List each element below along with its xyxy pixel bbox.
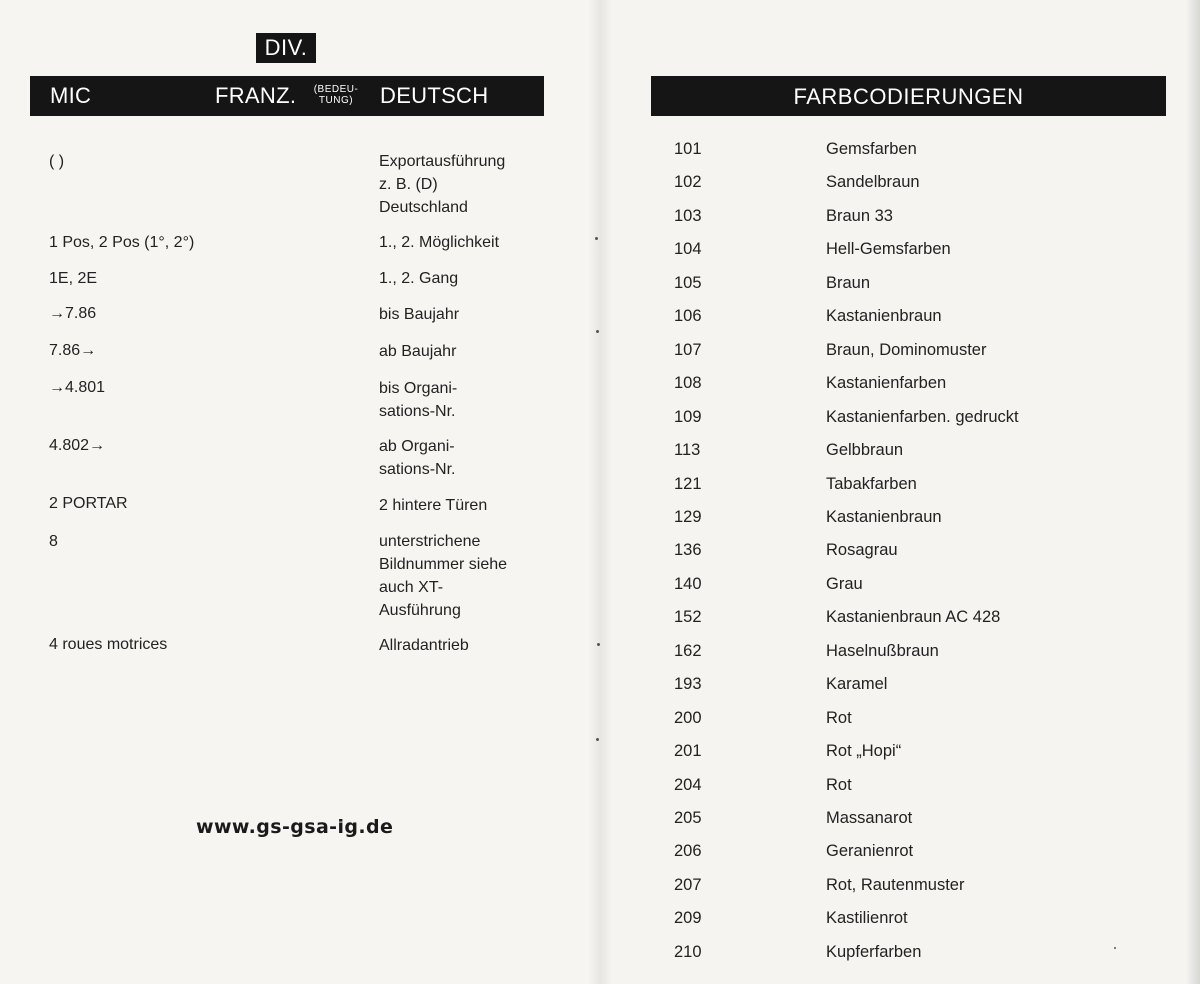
deutsch-line: ab Baujahr: [379, 343, 457, 360]
left-table-header: [30, 76, 544, 116]
color-name: Kastanienfarben. gedruckt: [826, 408, 1019, 426]
header-franz-note: [305, 84, 367, 106]
color-code: 129: [674, 508, 702, 526]
color-code-row: [600, 736, 1200, 766]
deutsch-line: sations-Nr.: [379, 461, 456, 478]
color-code-row: [600, 301, 1200, 331]
deutsch-cell: [379, 231, 579, 254]
mic-cell: 1E, 2E: [49, 270, 98, 287]
speck: [597, 643, 600, 646]
color-code: 102: [674, 173, 702, 191]
color-code-row: [600, 803, 1200, 833]
header-franz: FRANZ.: [215, 83, 297, 108]
speck: [596, 330, 599, 333]
deutsch-line: Bildnummer siehe: [379, 556, 508, 573]
color-name: Braun: [826, 274, 871, 292]
color-code: 108: [674, 374, 702, 392]
deutsch-line: sations-Nr.: [379, 403, 456, 420]
color-code-row: [600, 402, 1200, 432]
deutsch-line: bis Organi-: [379, 380, 458, 397]
color-code: 113: [674, 441, 701, 459]
color-code-row: [600, 903, 1200, 933]
color-name: Rot „Hopi“: [826, 742, 902, 760]
deutsch-line: 2 hintere Türen: [379, 497, 488, 514]
deutsch-line: z. B. (D): [379, 176, 438, 193]
color-name: Gemsfarben: [826, 140, 917, 158]
color-code: 152: [674, 608, 702, 626]
speck: [596, 738, 599, 741]
deutsch-line: bis Baujahr: [379, 306, 460, 323]
color-name: Kupferfarben: [826, 943, 922, 961]
deutsch-cell: [379, 530, 579, 622]
color-code: 162: [674, 642, 702, 660]
color-code: 109: [674, 408, 702, 426]
color-name: Kastanienbraun: [826, 508, 942, 526]
deutsch-cell: [379, 494, 579, 517]
color-code-row: [600, 569, 1200, 599]
deutsch-cell: [379, 267, 579, 290]
color-code: 205: [674, 809, 702, 827]
color-code-row: [600, 435, 1200, 465]
color-code: 207: [674, 876, 702, 894]
mic-cell: 1 Pos, 2 Pos (1°, 2°): [49, 234, 195, 251]
deutsch-cell: [379, 634, 579, 657]
color-code: 209: [674, 909, 702, 927]
color-code-row: [600, 870, 1200, 900]
color-code-row: [600, 234, 1200, 264]
color-code: 206: [674, 842, 702, 860]
deutsch-line: Deutschland: [379, 199, 468, 216]
color-name: Kastanienfarben: [826, 374, 947, 392]
deutsch-line: Ausführung: [379, 602, 461, 619]
color-code-row: [600, 335, 1200, 365]
color-codes-header: FARBCODIERUNGEN: [651, 76, 1166, 116]
color-name: Hell-Gemsfarben: [826, 240, 951, 258]
mic-cell: 4.802→: [49, 437, 106, 454]
deutsch-line: Exportausführung: [379, 153, 506, 170]
color-code-row: [600, 836, 1200, 866]
color-code: 136: [674, 541, 702, 559]
color-code-row: [600, 770, 1200, 800]
mic-cell: 4 roues motrices: [49, 636, 168, 653]
mic-cell: 7.86→: [49, 342, 97, 359]
color-name: Rot: [826, 709, 852, 727]
color-code-row: [600, 268, 1200, 298]
mic-cell: ( ): [49, 153, 65, 170]
mic-cell: 2 PORTAR: [49, 495, 128, 512]
color-name: Karamel: [826, 675, 888, 693]
deutsch-cell: [379, 377, 579, 423]
color-code: 106: [674, 307, 702, 325]
header-mic: MIC: [50, 83, 92, 108]
color-code: 193: [674, 675, 702, 693]
deutsch-line: auch XT-: [379, 579, 444, 596]
color-code: 200: [674, 709, 702, 727]
deutsch-line: unterstrichene: [379, 533, 481, 550]
color-code-row: [600, 636, 1200, 666]
color-code: 201: [674, 742, 702, 760]
color-name: Massanarot: [826, 809, 913, 827]
color-code: 101: [674, 140, 702, 158]
color-name: Braun, Dominomuster: [826, 341, 987, 359]
header-deutsch: DEUTSCH: [380, 83, 489, 108]
color-code: 210: [674, 943, 702, 961]
color-code: 104: [674, 240, 702, 258]
color-code: 107: [674, 341, 702, 359]
color-name: Kastanienbraun: [826, 307, 942, 325]
color-name: Gelbbraun: [826, 441, 904, 459]
deutsch-line: Allradantrieb: [379, 637, 469, 654]
color-code-row: [600, 469, 1200, 499]
color-code-row: [600, 535, 1200, 565]
color-code: 121: [674, 475, 702, 493]
color-name: Kastanienbraun AC 428: [826, 608, 1001, 626]
website-url: www.gs-gsa-ig.de: [196, 816, 394, 838]
deutsch-line: 1., 2. Gang: [379, 270, 459, 287]
color-name: Geranienrot: [826, 842, 914, 860]
header-franz-note-line1: (BEDEU-: [313, 84, 359, 95]
color-name: Rot: [826, 776, 852, 794]
color-code: 103: [674, 207, 702, 225]
color-code: 140: [674, 575, 702, 593]
section-label: DIV.: [256, 33, 316, 63]
color-code-row: [600, 703, 1200, 733]
mic-cell: →4.801: [49, 379, 106, 396]
mic-cell: 8: [49, 533, 58, 550]
deutsch-line: 1., 2. Möglichkeit: [379, 234, 500, 251]
color-code-row: [600, 167, 1200, 197]
deutsch-cell: [379, 435, 579, 481]
color-name: Tabakfarben: [826, 475, 917, 493]
color-name: Sandelbraun: [826, 173, 920, 191]
color-code-row: [600, 201, 1200, 231]
color-name: Grau: [826, 575, 863, 593]
color-code-row: [600, 602, 1200, 632]
color-name: Braun 33: [826, 207, 893, 225]
deutsch-cell: [379, 303, 579, 326]
color-code: 105: [674, 274, 702, 292]
color-code: 204: [674, 776, 702, 794]
color-code-row: [600, 669, 1200, 699]
color-name: Haselnußbraun: [826, 642, 939, 660]
deutsch-line: ab Organi-: [379, 438, 455, 455]
mic-cell: →7.86: [49, 305, 97, 322]
color-code-row: [600, 368, 1200, 398]
speck: [595, 237, 598, 240]
color-name: Kastilienrot: [826, 909, 908, 927]
color-code-row: [600, 937, 1200, 967]
header-franz-note-line2: TUNG): [318, 95, 354, 106]
color-code-row: [600, 134, 1200, 164]
color-name: Rot, Rautenmuster: [826, 876, 965, 894]
deutsch-cell: [379, 340, 579, 363]
color-name: Rosagrau: [826, 541, 898, 559]
speck: [1114, 947, 1116, 949]
color-code-row: [600, 502, 1200, 532]
deutsch-cell: [379, 150, 579, 219]
